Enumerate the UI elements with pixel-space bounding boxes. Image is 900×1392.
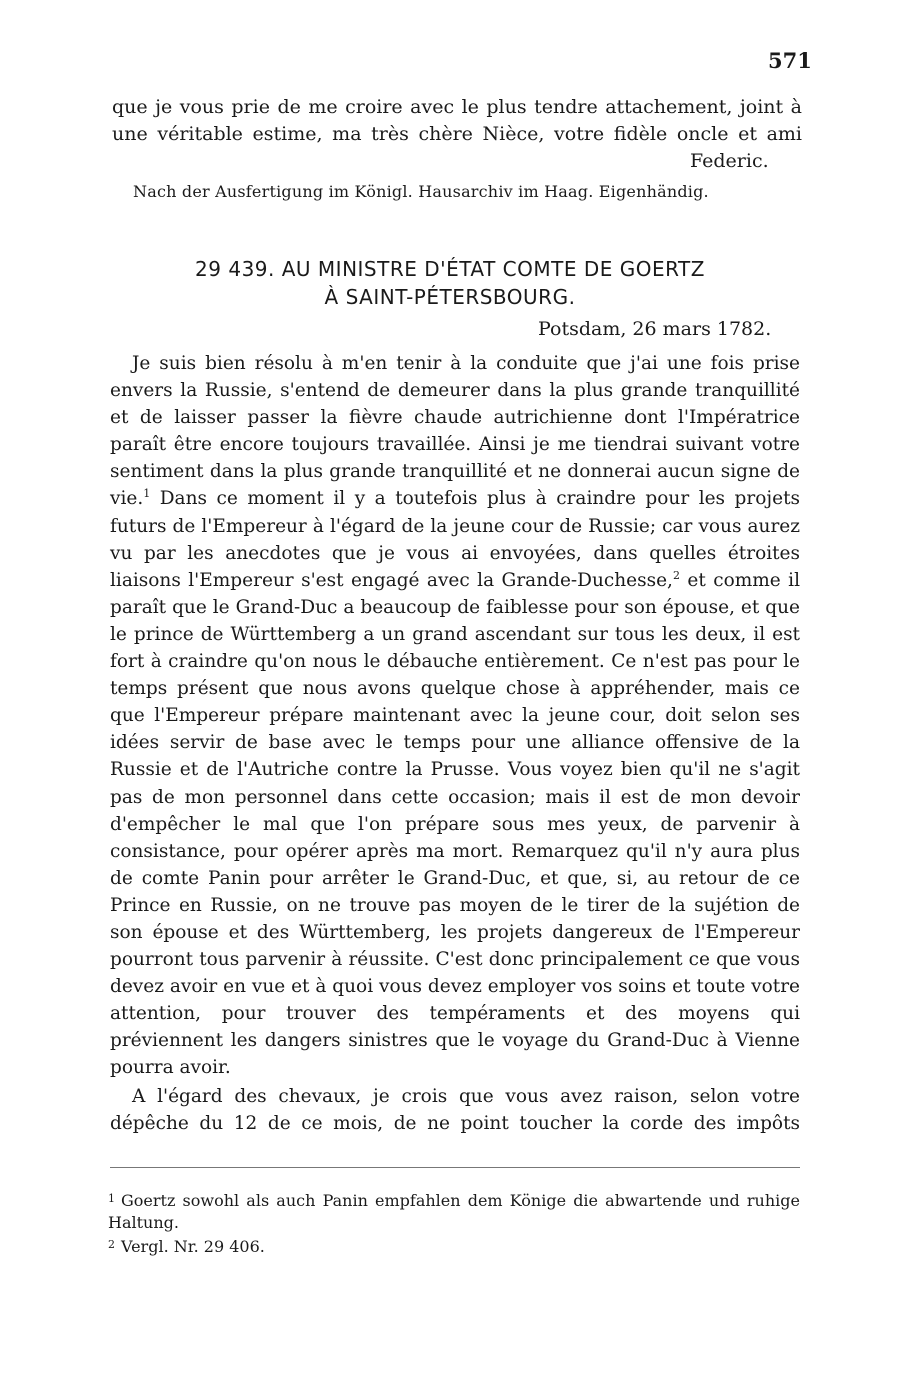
footnote-divider	[110, 1167, 800, 1168]
footnote-ref-2: 2	[672, 568, 680, 582]
letter-heading	[100, 255, 800, 311]
letter-body	[110, 350, 800, 1137]
footnote-1	[108, 1188, 800, 1234]
footnote-marker: 2	[108, 1238, 115, 1251]
paragraph-1-part-1: Je suis bien résolu à m'en tenir à la conduite que j'ai une fois prise envers la Russie, s'entend de demeurer dans la plus grande tranquillité et de laisser passer la fièvre chaude autrichienne dont l'Impératrice paraît être encore toujours travaillée. Ainsi je me tiendrai suivant votre sentiment dans la plus grande tranquillité et ne donnerai aucun signe de vie.	[110, 353, 800, 510]
body-paragraph-1	[110, 350, 800, 1082]
dateline: Potsdam, 26 mars 1782.	[538, 318, 772, 340]
footnote-text: Vergl. Nr. 29 406.	[121, 1237, 265, 1256]
footnote-2	[108, 1234, 800, 1258]
paragraph-1-part-2: Dans ce moment il y a toutefois plus à craindre pour les projets futurs de l'Empereur à l'égard de la jeune cour de Russie; car vous aurez vu par les anecdotes que je vous ai envoyées, dans quelles étroites liaisons l'Empereur s'est engagé avec la Grande-Duchesse,	[110, 488, 800, 591]
footnote-marker: 1	[108, 1192, 115, 1205]
footnotes	[108, 1188, 800, 1258]
signature: Federic.	[690, 150, 769, 172]
paragraph-1-part-3: et comme il paraît que le Grand-Duc a beaucoup de faiblesse pour son épouse, et que le prince de Württemberg a un grand ascendant sur tous les deux, il est fort à craindre qu'on nous le débauche entièrement. Ce n'est pas pour le temps présent que nous avons quelque chose à appréhender, mais ce que l'Empereur prépare maintenant avec la jeune cour, doit selon ses idées servir de base avec le temps pour une alliance offensive de la Russie et de l'Autriche contre la Prusse. Vous voyez bien qu'il ne s'agit pas de mon personnel dans cette occasion; mais il est de mon devoir d'empêcher le mal que l'on prépare sous mes yeux, de parvenir à consistance, pour opérer après ma mort. Remarquez qu'il n'y aura plus de comte Panin pour arrêter le Grand-Duc, et que, si, au retour de ce Prince en Russie, on ne trouve pas moyen de le tirer de la sujétion de son épouse et des Württemberg, les projets dangereux de l'Empereur pourront tous parvenir à réussite. C'est donc principalement ce que vous devez avoir en vue et à quoi vous devez employer vos soins et toute votre attention, pour trouver des tempéraments et des moyens qui préviennent les dangers sinistres que le voyage du Grand-Duc à Vienne pourra avoir.	[110, 569, 801, 1079]
footnote-text: Goertz sowohl als auch Panin empfahlen dem Könige die abwartende und ruhige Haltung.	[108, 1191, 800, 1232]
letter-closing-text: que je vous prie de me croire avec le plus tendre attachement, joint à une véritable estime, ma très chère Nièce, votre fidèle oncle et ami	[112, 96, 802, 145]
heading-line-2: À SAINT-PÉTERSBOURG.	[324, 285, 576, 309]
page-number: 571	[768, 48, 812, 73]
source-note: Nach der Ausfertigung im Königl. Hausarchiv im Haag. Eigenhändig.	[133, 182, 709, 201]
body-paragraph-2: A l'égard des chevaux, je crois que vous avez raison, selon votre dépêche du 12 de ce mois, de ne point toucher la corde des impôts	[110, 1085, 800, 1134]
footnote-ref-1: 1	[143, 487, 151, 501]
heading-line-1: 29 439. AU MINISTRE D'ÉTAT COMTE DE GOERTZ	[195, 257, 705, 281]
